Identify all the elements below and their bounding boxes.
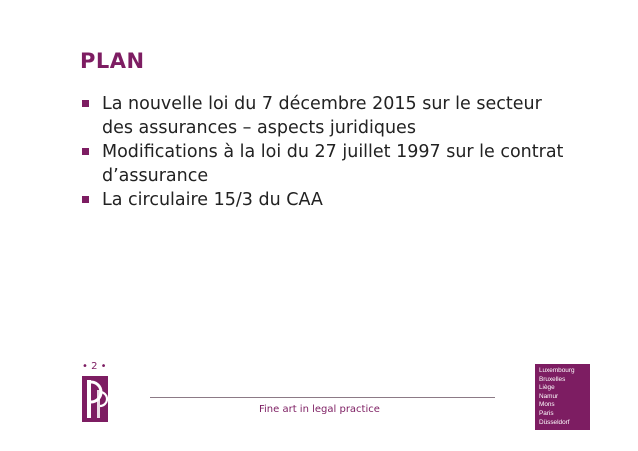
footer-tagline: Fine art in legal practice — [259, 404, 380, 415]
office-cities-box — [535, 364, 590, 430]
city-label: Düsseldorf — [539, 418, 570, 426]
square-bullet-icon — [82, 100, 89, 107]
city-label: Luxembourg — [539, 367, 575, 374]
bullet-text: Modifications à la loi du 27 juillet 1997 sur le contrat d’assurance — [102, 142, 564, 186]
city-label: Liège — [539, 384, 555, 392]
page-number: • 2 • — [82, 361, 107, 372]
city-label: Paris — [539, 409, 554, 417]
bullet-text: La nouvelle loi du 7 décembre 2015 sur le secteur des assurances – aspects juridiques — [102, 94, 542, 138]
bullet-item — [80, 188, 570, 212]
bullet-item — [80, 92, 570, 140]
city-label: Namur — [539, 392, 559, 400]
square-bullet-icon — [82, 148, 89, 155]
footer-divider — [150, 397, 495, 398]
city-label: Mons — [539, 401, 555, 409]
slide-title: PLAN — [80, 49, 145, 73]
bullet-list — [80, 92, 570, 212]
square-bullet-icon — [82, 196, 89, 203]
pp-monogram-logo-icon — [82, 376, 108, 422]
bullet-item — [80, 140, 570, 188]
bullet-text: La circulaire 15/3 du CAA — [102, 190, 323, 210]
city-label: Bruxelles — [539, 375, 566, 383]
